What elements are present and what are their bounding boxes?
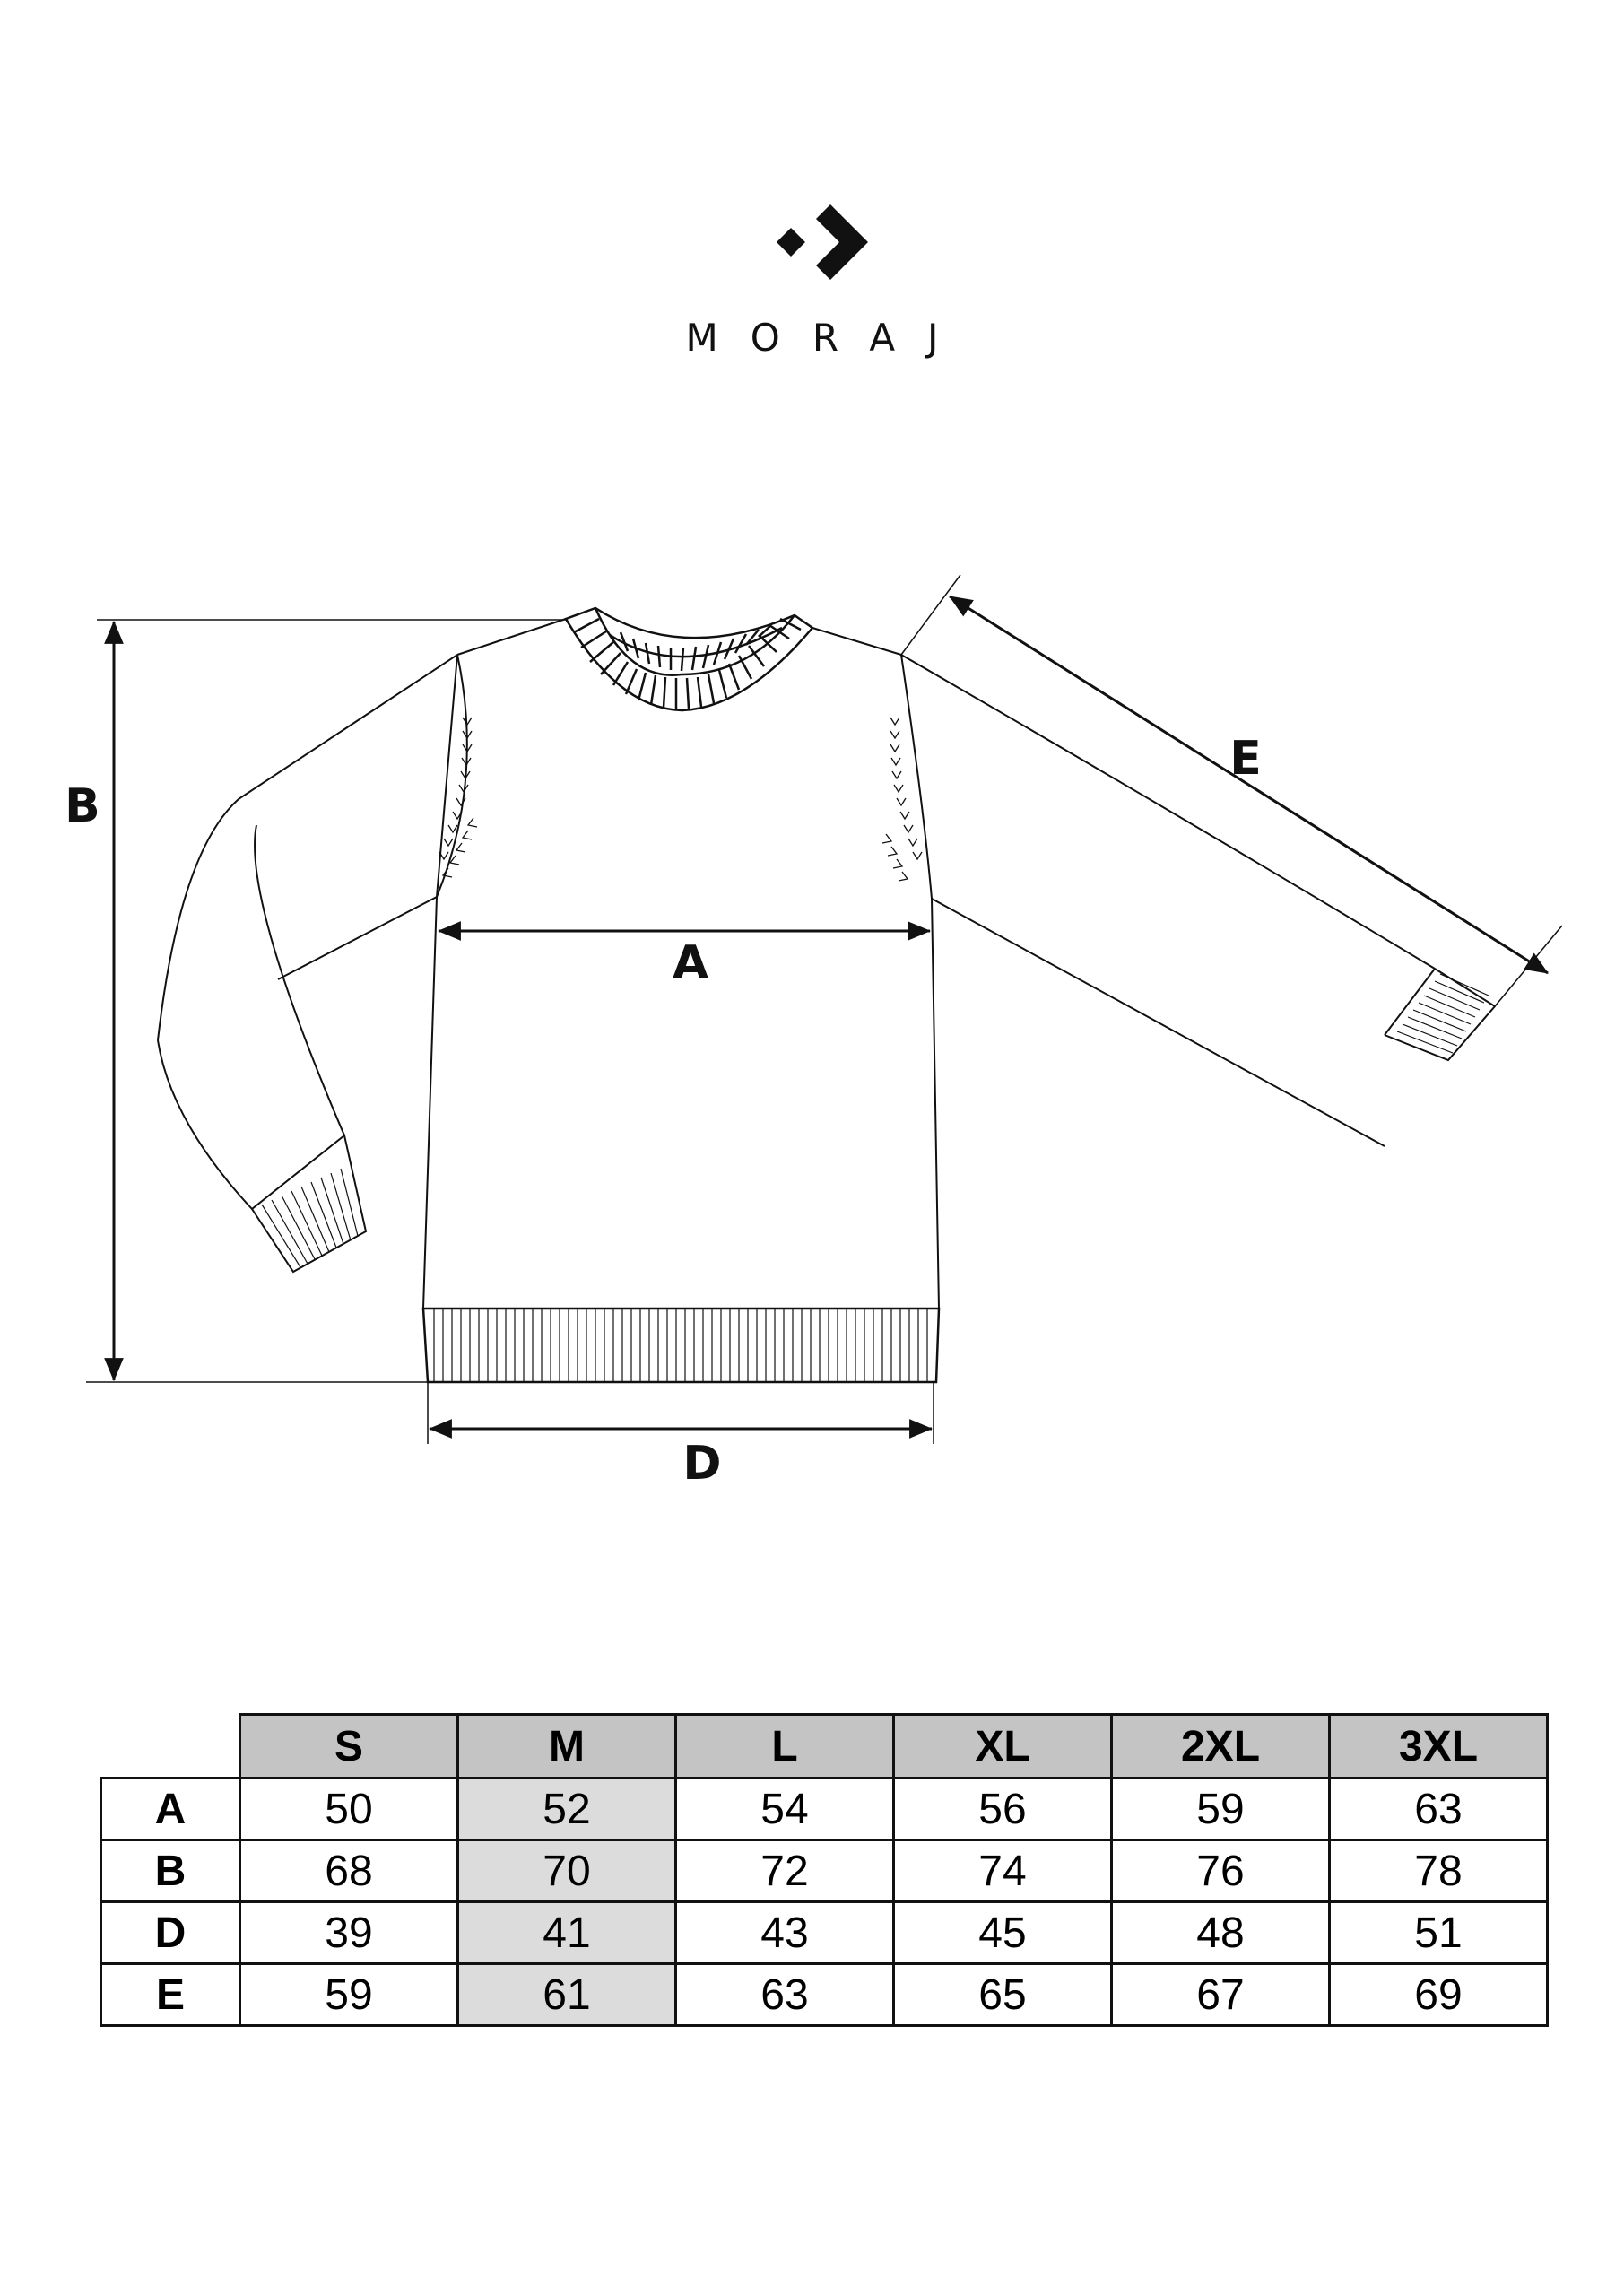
table-cell: 52 — [458, 1779, 676, 1840]
dimension-label-d: D — [682, 1437, 722, 1491]
seam-stitch-marks — [439, 718, 922, 881]
left-shoulder-line — [457, 619, 566, 655]
table-cell: 63 — [676, 1964, 894, 2026]
table-cell: 67 — [1112, 1964, 1330, 2026]
row-label: A — [101, 1779, 240, 1840]
column-header-m: M — [458, 1715, 676, 1779]
table-cell: 70 — [458, 1840, 676, 1902]
table-cell: 59 — [240, 1964, 458, 2026]
body-left-side — [423, 655, 457, 1309]
table-cell: 41 — [458, 1902, 676, 1964]
dimension-label-a: A — [672, 936, 709, 990]
size-chart-table — [100, 1713, 1549, 2027]
table-cell: 78 — [1330, 1840, 1548, 1902]
table-cell: 74 — [894, 1840, 1112, 1902]
table-cell: 51 — [1330, 1902, 1548, 1964]
table-cell: 68 — [240, 1840, 458, 1902]
table-cell: 63 — [1330, 1779, 1548, 1840]
table-row-e — [101, 1964, 1548, 2026]
table-cell: 54 — [676, 1779, 894, 1840]
right-shoulder-line — [812, 628, 901, 655]
e-top-guide-line — [901, 575, 960, 655]
table-cell: 72 — [676, 1840, 894, 1902]
row-label: E — [101, 1964, 240, 2026]
table-cell: 65 — [894, 1964, 1112, 2026]
column-header-3xl: 3XL — [1330, 1715, 1548, 1779]
table-cell: 61 — [458, 1964, 676, 2026]
table-cell: 39 — [240, 1902, 458, 1964]
e-bottom-guide-line — [1495, 926, 1562, 1006]
dimension-label-e: E — [1229, 732, 1262, 786]
table-cell: 76 — [1112, 1840, 1330, 1902]
table-cell: 50 — [240, 1779, 458, 1840]
column-header-s: S — [240, 1715, 458, 1779]
table-cell: 59 — [1112, 1779, 1330, 1840]
table-corner-cell — [101, 1715, 240, 1779]
row-label: D — [101, 1902, 240, 1964]
table-cell: 45 — [894, 1902, 1112, 1964]
row-label: B — [101, 1840, 240, 1902]
column-header-2xl: 2XL — [1112, 1715, 1330, 1779]
neck-rib — [566, 608, 812, 710]
table-cell: 69 — [1330, 1964, 1548, 2026]
right-sleeve — [901, 655, 1495, 1146]
table-row-d — [101, 1902, 1548, 1964]
column-header-xl: XL — [894, 1715, 1112, 1779]
body-right-side — [901, 655, 939, 1309]
table-cell: 48 — [1112, 1902, 1330, 1964]
table-cell: 43 — [676, 1902, 894, 1964]
table-row-b — [101, 1840, 1548, 1902]
hem-rib — [423, 1309, 939, 1382]
table-cell: 56 — [894, 1779, 1112, 1840]
column-header-l: L — [676, 1715, 894, 1779]
brand-name: MORAJ — [685, 316, 971, 360]
dimension-label-b: B — [65, 779, 100, 833]
left-sleeve — [158, 655, 457, 1272]
table-header-row — [101, 1715, 1548, 1779]
table-row-a — [101, 1779, 1548, 1840]
